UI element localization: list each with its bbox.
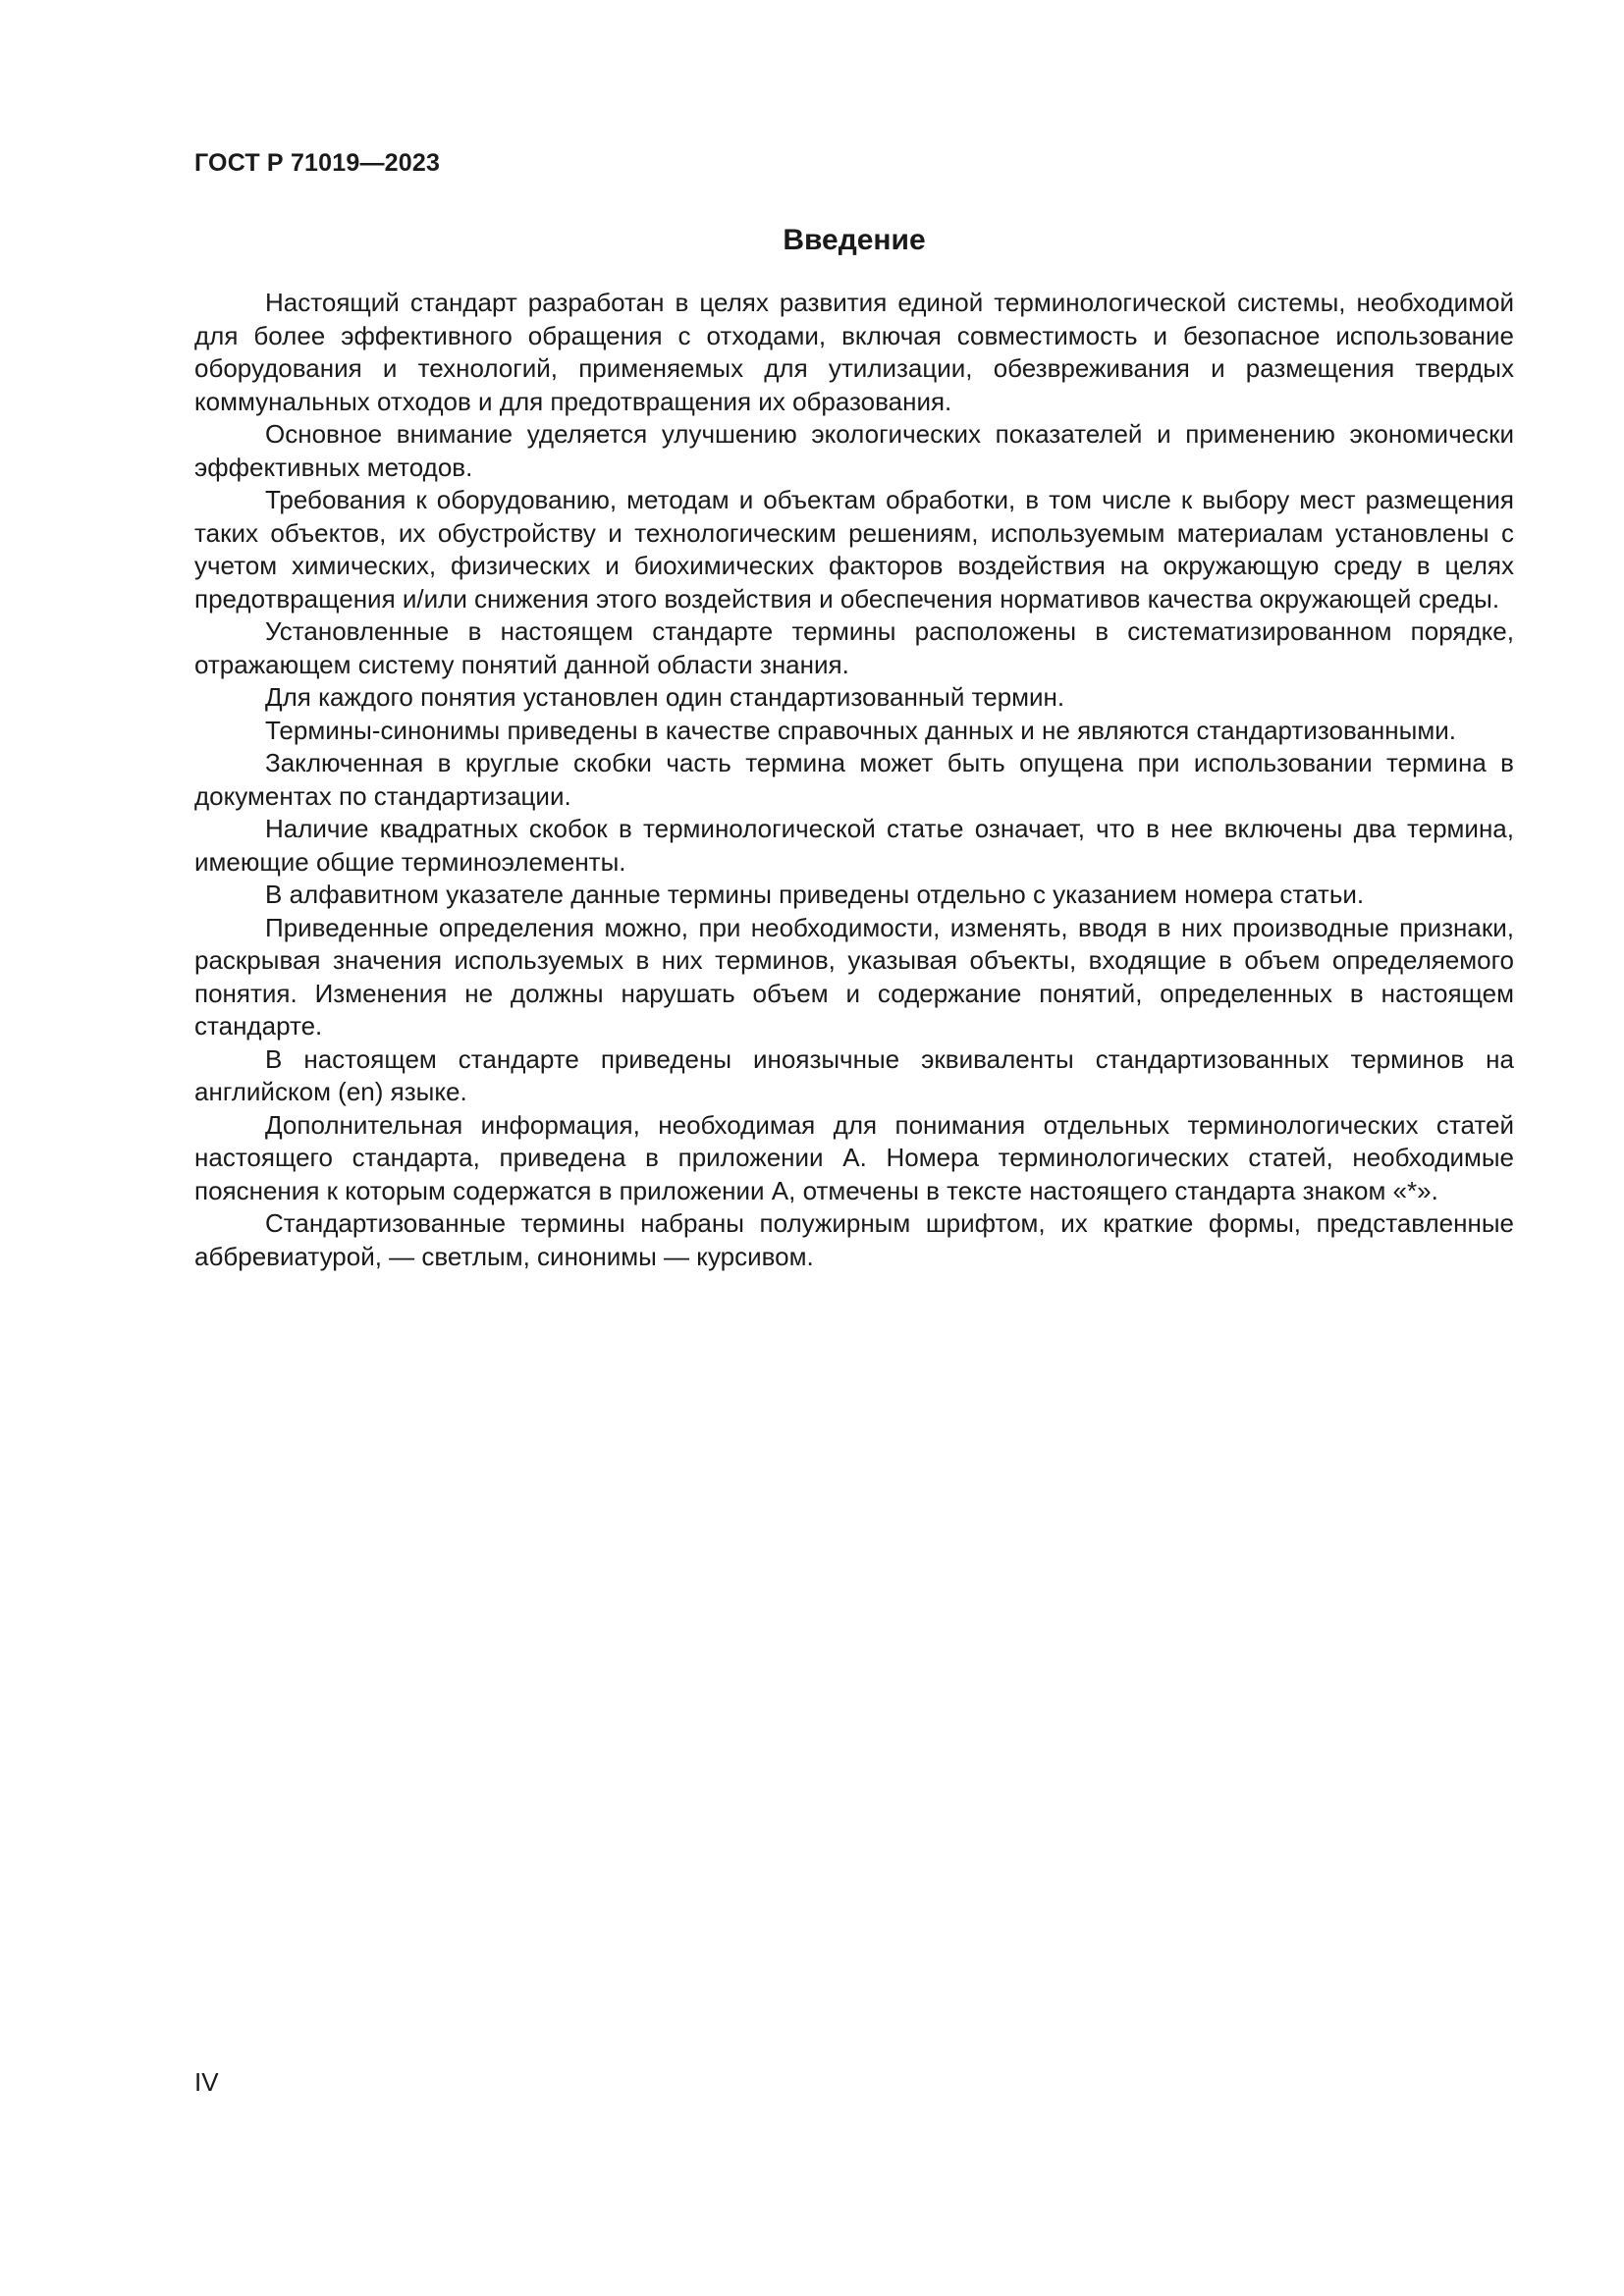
paragraph: Приведенные определения можно, при необходимости, изменять, вводя в них производные признаки, раскрывая значения используемых в них терминов, указывая объекты, входящие в объем определяемого понятия. Изменения не должны нарушать объем и содержание понятий, определенных в настоящем стандарте. <box>194 912 1514 1041</box>
paragraph: Установленные в настоящем стандарте термины расположены в систематизированном порядке, отражающем систему понятий данной области знания. <box>194 616 1514 679</box>
paragraph: Заключенная в круглые скобки часть термина может быть опущена при использовании термина в документах по стандартизации. <box>194 748 1514 811</box>
paragraph: Для каждого понятия установлен один стандартизованный термин. <box>265 682 1065 712</box>
paragraph: Дополнительная информация, необходимая для понимания отдельных терминологических статей настоящего стандарта, приведена в приложении А. Номера терминологических статей, необходимые пояснения к которым содержатся в приложении А, отмечены в тексте настоящего стандарта знаком «*». <box>194 1109 1514 1205</box>
section-title: Введение <box>783 224 926 256</box>
paragraph: Термины-синонимы приведены в качестве справочных данных и не являются стандартизованными. <box>265 715 1456 745</box>
document-header-id: ГОСТ Р 71019—2023 <box>194 149 441 177</box>
paragraph: Настоящий стандарт разработан в целях развития единой терминологической системы, необходимой для более эффективного обращения с отходами, включая совместимость и безопасное использование оборудования и технологий, применяемых для утилизации, обезвреживания и размещения твердых коммунальных отходов и для предотвращения их образования. <box>194 288 1514 416</box>
paragraph: Наличие квадратных скобок в терминологической статье означает, что в нее включены два термина, имеющие общие терминоэлементы. <box>194 814 1514 877</box>
paragraph: Стандартизованные термины набраны полужирным шрифтом, их краткие формы, представленные аббревиатурой, — светлым, синонимы — курсивом. <box>194 1208 1514 1271</box>
introduction-body <box>194 287 1514 1273</box>
page-number: IV <box>194 2067 219 2097</box>
paragraph: В алфавитном указателе данные термины приведены отдельно с указанием номера статьи. <box>265 880 1365 909</box>
paragraph: Основное внимание уделяется улучшению экологических показателей и применению экономически эффективных методов. <box>194 419 1514 482</box>
paragraph: В настоящем стандарте приведены иноязычные эквиваленты стандартизованных терминов на английском (en) языке. <box>194 1043 1514 1106</box>
paragraph: Требования к оборудованию, методам и объектам обработки, в том числе к выбору мест размещения таких объектов, их обустройству и технологическим решениям, используемым материалам установлены с учетом химических, физических и биохимических факторов воздействия на окружающую среду в целях предотвращения и/или снижения этого воздействия и обеспечения нормативов качества окружающей среды. <box>194 485 1514 614</box>
